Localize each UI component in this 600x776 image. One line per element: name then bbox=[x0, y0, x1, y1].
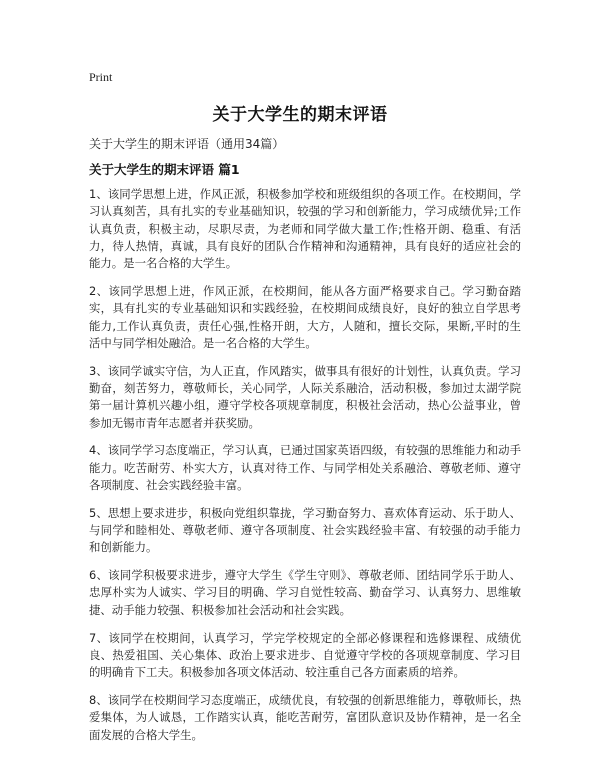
paragraph-4: 4、该同学学习态度端正，学习认真，已通过国家英语四级，有较强的思维能力和动手能力。吃苦耐劳、朴实大方，认真对待工作、与同学相处关系融洽、尊敬老师、遵守各项制度、社会实践经验丰富。 bbox=[89, 443, 521, 492]
document-subtitle: 关于大学生的期末评语（通用34篇） bbox=[89, 137, 285, 151]
paragraph-2: 2、该同学思想上进，作风正派，在校期间，能从各方面严格要求自己。学习勤奋踏实，具有扎实的专业基础知识和实践经验，在校期间成绩良好，良好的独立自学思考能力,工作认真负责，责任心强,性格开朗，大方，人随和，擅长交际，果断,平时的生活中与同学相处融洽。是一名合格的大学生。 bbox=[89, 283, 521, 350]
paragraph-1: 1、该同学思想上进，作风正派，积极参加学校和班级组织的各项工作。在校期间，学习认真刻苦，具有扎实的专业基础知识，较强的学习和创新能力，学习成绩优异;工作认真负责，积极主动，尽职尽责，为老师和同学做大量工作;性格开朗、稳重、有活力，待人热情，真诚，具有良好的团队合作精神和沟通精神，具有良好的适应社会的能力。是一名合格的大学生。 bbox=[89, 187, 521, 271]
document-title: 关于大学生的期末评语 bbox=[212, 105, 388, 125]
paragraph-3: 3、该同学诚实守信，为人正直，作风踏实，做事具有很好的计划性，认真负责。学习勤奋，刻苦努力，尊敬师长，关心同学，人际关系融洽，活动积极，参加过太湖学院 第一届计算机兴趣小组，遵守学校各项规章制度，积极社会活动，热心公益事业，曾参加无锡市青年志愿者并获奖励。 bbox=[89, 363, 521, 430]
paragraph-7: 7、该同学在校期间，认真学习，学完学校规定的全部必修课程和选修课程、成绩优良、热爱祖国、关心集体、政治上要求进步、自觉遵守学校的各项规章制度、学习目的明确肯下工夫。积极参加各项文体活动、较注重自己各方面素质的培养。 bbox=[89, 630, 521, 680]
paragraph-6: 6、该同学积极要求进步，遵守大学生《学生守则》、尊敬老师、团结同学乐于助人、忠厚朴实为人诚实、学习目的明确、学习自觉性较高、勤奋学习、认真努力、思维敏捷、动手能力较强、积极参加社会活动和社会实践。 bbox=[89, 568, 521, 617]
section-heading: 关于大学生的期末评语 篇1 bbox=[89, 162, 240, 177]
paragraph-8: 8、该同学在校期间学习态度端正，成绩优良，有较强的创新思维能力，尊敬师长，热爱集体，为人诚恳，工作踏实认真，能吃苦耐劳，富团队意识及协作精神，是一名全面发展的合格大学生。 bbox=[89, 692, 521, 742]
paragraph-5: 5、思想上要求进步，积极向党组织靠拢，学习勤奋努力、喜欢体育运动、乐于助人、与同学和睦相处、尊敬老师、遵守各项制度、社会实践经验丰富、有较强的动手能力和创新能力。 bbox=[89, 505, 521, 555]
print-link[interactable]: Print bbox=[89, 70, 113, 84]
document-body bbox=[89, 186, 521, 754]
